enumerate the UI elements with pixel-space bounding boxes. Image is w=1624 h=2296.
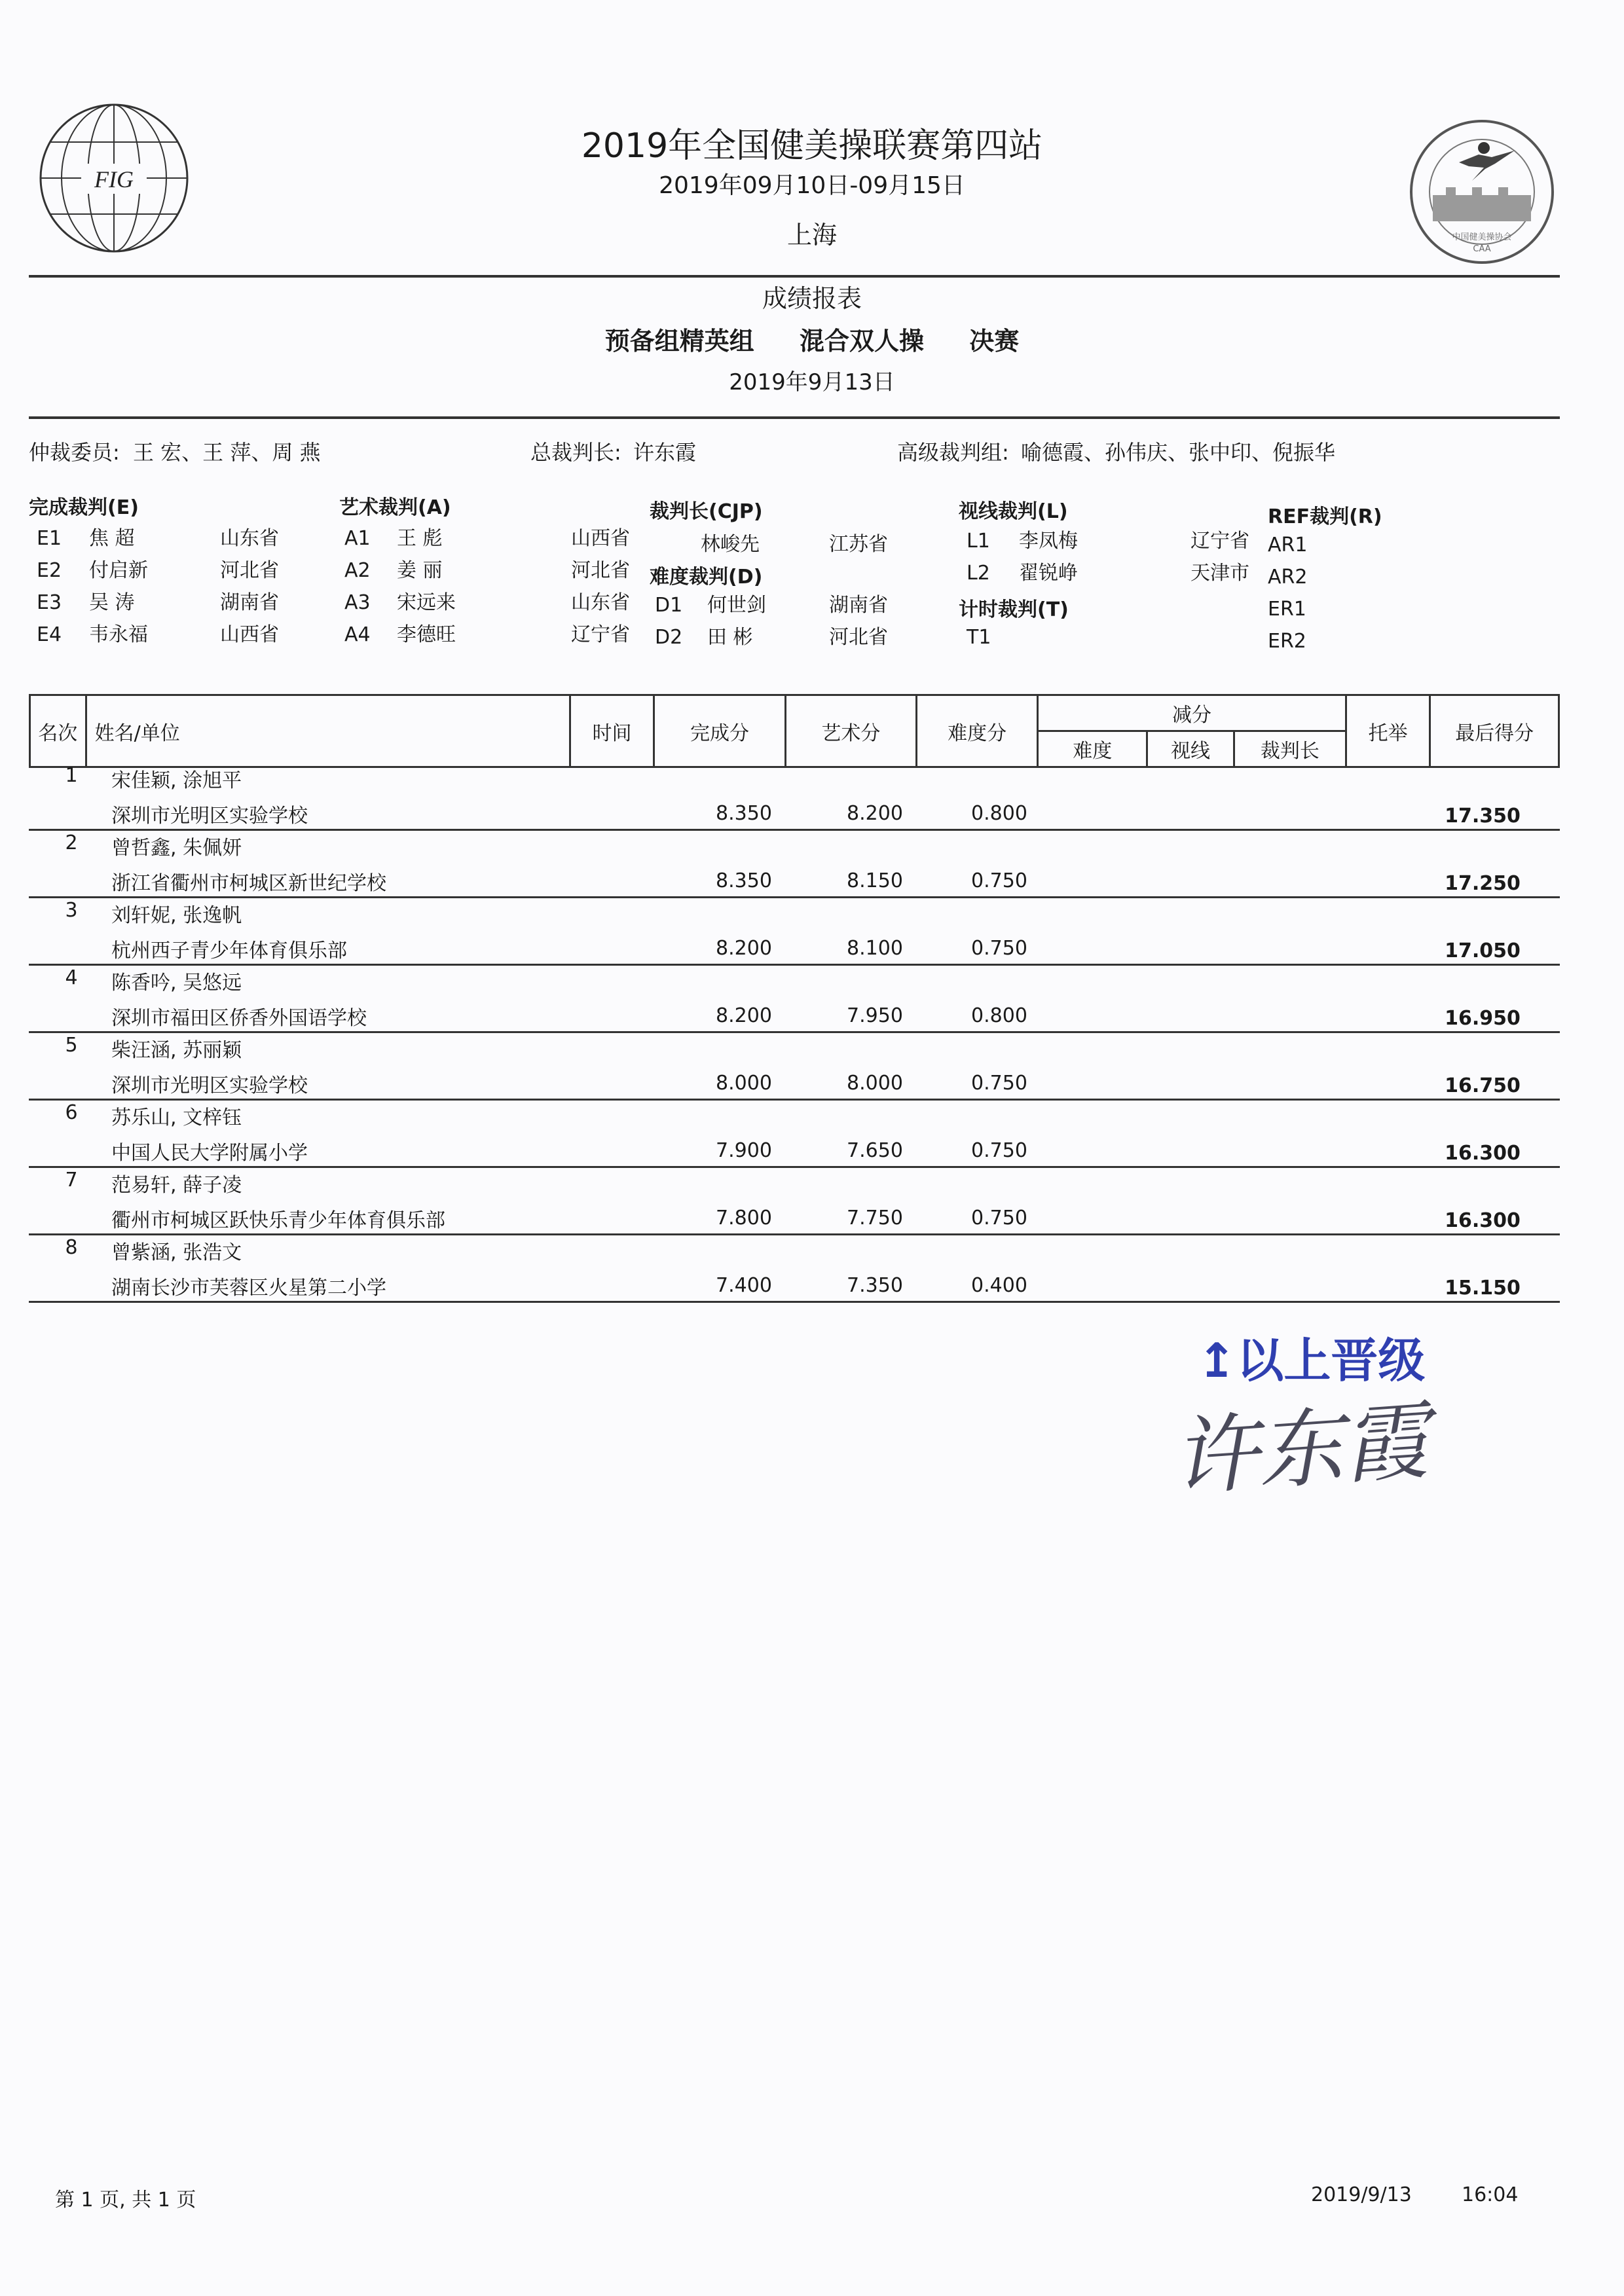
final-score: 17.350 bbox=[1445, 805, 1521, 828]
exec-score: 8.350 bbox=[716, 802, 772, 825]
col-ded-line: 视线 bbox=[1147, 731, 1234, 767]
final-score: 17.050 bbox=[1445, 939, 1521, 962]
ref-judges-title: REF裁判(R) bbox=[1268, 505, 1382, 528]
art-score: 7.350 bbox=[847, 1274, 903, 1297]
diff-score: 0.750 bbox=[971, 869, 1027, 892]
head-judge: 总裁判长: 许东霞 bbox=[530, 440, 696, 465]
athlete-names: 陈香吟, 吴悠远 bbox=[111, 972, 242, 994]
table-row bbox=[29, 964, 1560, 1033]
col-lift: 托举 bbox=[1346, 695, 1430, 767]
col-diff: 难度分 bbox=[917, 695, 1038, 767]
print-time: 16:04 bbox=[1462, 2183, 1519, 2206]
art-judges-title: 艺术裁判(A) bbox=[339, 496, 451, 519]
exec-judges: E1 焦 超 山东省 E2 付启新 河北省 E3 吴 涛 湖南省 E4 韦永福 山西省 bbox=[37, 527, 279, 646]
art-score: 8.100 bbox=[847, 937, 903, 960]
table-row bbox=[29, 1233, 1560, 1303]
art-judges: A1 王 彪 山西省 A2 姜 丽 河北省 A3 宋远来 山东省 A4 李德旺 辽宁省 bbox=[344, 527, 630, 646]
art-score: 8.000 bbox=[847, 1072, 903, 1095]
athlete-unit: 湖南长沙市芙蓉区火星第二小学 bbox=[111, 1277, 386, 1300]
diff-score: 0.400 bbox=[971, 1274, 1027, 1297]
event-type: 混合双人操 bbox=[799, 327, 924, 355]
cjp-judge: 林峻先 江苏省 bbox=[701, 533, 888, 556]
athlete-names: 苏乐山, 文梓钰 bbox=[111, 1106, 242, 1129]
promotion-stamp: ↥以上晋级 bbox=[1197, 1333, 1426, 1388]
athlete-unit: 深圳市光明区实验学校 bbox=[111, 1074, 308, 1097]
table-row bbox=[29, 829, 1560, 898]
cjp-title: 裁判长(CJP) bbox=[650, 500, 763, 523]
rank-cell: 4 bbox=[65, 966, 78, 989]
rank-cell: 8 bbox=[65, 1236, 78, 1259]
athlete-unit: 衢州市柯城区跃快乐青少年体育俱乐部 bbox=[111, 1209, 445, 1232]
athlete-unit: 中国人民大学附属小学 bbox=[111, 1142, 308, 1165]
athlete-names: 刘轩妮, 张逸帆 bbox=[111, 904, 242, 927]
event-title: 2019年全国健美操联赛第四站 bbox=[581, 126, 1043, 166]
diff-judges: D1 何世剑 湖南省 D2 田 彬 河北省 bbox=[655, 594, 888, 649]
header-divider bbox=[29, 275, 1560, 278]
col-name: 姓名/单位 bbox=[86, 695, 570, 767]
signature: 许东霞 bbox=[1169, 1391, 1431, 1508]
event-city: 上海 bbox=[786, 221, 837, 249]
rank-cell: 1 bbox=[65, 764, 78, 787]
svg-text:中国健美操协会: 中国健美操协会 bbox=[1452, 232, 1512, 242]
time-judge-title: 计时裁判(T) bbox=[959, 598, 1069, 621]
exec-score: 8.200 bbox=[716, 937, 772, 960]
print-date: 2019/9/13 bbox=[1311, 2183, 1412, 2206]
exec-score: 7.800 bbox=[716, 1207, 772, 1230]
table-row bbox=[29, 1099, 1560, 1168]
final-score: 17.250 bbox=[1445, 872, 1521, 895]
athlete-unit: 浙江省衢州市柯城区新世纪学校 bbox=[111, 872, 386, 895]
col-exec: 完成分 bbox=[654, 695, 785, 767]
rank-cell: 3 bbox=[65, 899, 78, 922]
rank-cell: 5 bbox=[65, 1034, 78, 1057]
table-row bbox=[29, 761, 1560, 831]
exec-judges-title: 完成裁判(E) bbox=[29, 496, 139, 519]
diff-score: 0.750 bbox=[971, 1207, 1027, 1230]
athlete-names: 宋佳颖, 涂旭平 bbox=[111, 769, 242, 792]
col-art: 艺术分 bbox=[785, 695, 916, 767]
exec-score: 7.400 bbox=[716, 1274, 772, 1297]
svg-text:FIG: FIG bbox=[94, 166, 134, 192]
athlete-unit: 深圳市光明区实验学校 bbox=[111, 805, 308, 828]
report-date: 2019年9月13日 bbox=[729, 369, 895, 395]
line-judges-title: 视线裁判(L) bbox=[959, 500, 1068, 523]
diff-score: 0.750 bbox=[971, 1072, 1027, 1095]
results-header bbox=[29, 694, 1560, 768]
senior-judges: 高级裁判组: 喻德霞、孙伟庆、张中印、倪振华 bbox=[897, 440, 1335, 465]
final-score: 16.750 bbox=[1445, 1074, 1521, 1097]
final-score: 15.150 bbox=[1445, 1277, 1521, 1300]
rank-cell: 7 bbox=[65, 1169, 78, 1192]
col-ded-diff: 难度 bbox=[1038, 731, 1147, 767]
final-score: 16.950 bbox=[1445, 1007, 1521, 1030]
diff-score: 0.800 bbox=[971, 802, 1027, 825]
athlete-names: 曾哲鑫, 朱佩妍 bbox=[111, 837, 242, 860]
table-row bbox=[29, 1166, 1560, 1235]
art-score: 8.200 bbox=[847, 802, 903, 825]
phase: 决赛 bbox=[969, 327, 1020, 355]
exec-score: 7.900 bbox=[716, 1139, 772, 1162]
diff-score: 0.750 bbox=[971, 937, 1027, 960]
exec-score: 8.350 bbox=[716, 869, 772, 892]
col-deduct: 减分 bbox=[1038, 695, 1346, 731]
svg-text:CAA: CAA bbox=[1473, 244, 1491, 254]
page-count: 第 1 页, 共 1 页 bbox=[55, 2189, 196, 2212]
art-score: 7.950 bbox=[847, 1004, 903, 1027]
table-row bbox=[29, 896, 1560, 966]
art-score: 7.650 bbox=[847, 1139, 903, 1162]
rank-cell: 2 bbox=[65, 831, 78, 854]
athlete-names: 柴汪涵, 苏丽颖 bbox=[111, 1039, 242, 1062]
athlete-names: 范易轩, 薛子凌 bbox=[111, 1174, 242, 1197]
line-judges: L1 李凤梅 辽宁省 L2 翟锐峥 天津市 bbox=[967, 530, 1249, 585]
col-final: 最后得分 bbox=[1430, 695, 1559, 767]
final-score: 16.300 bbox=[1445, 1209, 1521, 1232]
exec-score: 8.000 bbox=[716, 1072, 772, 1095]
exec-score: 8.200 bbox=[716, 1004, 772, 1027]
time-judge: T1 bbox=[967, 626, 991, 649]
up-arrow-icon: ↥ bbox=[1197, 1333, 1237, 1388]
athlete-unit: 深圳市福田区侨香外国语学校 bbox=[111, 1007, 367, 1030]
jury: 仲裁委员: 王 宏、王 萍、周 燕 bbox=[29, 440, 321, 465]
rank-cell: 6 bbox=[65, 1101, 78, 1124]
ref-judges: AR1 AR2 ER1 ER2 bbox=[1268, 534, 1308, 653]
art-score: 7.750 bbox=[847, 1207, 903, 1230]
event-dates: 2019年09月10日-09月15日 bbox=[659, 172, 965, 199]
final-score: 16.300 bbox=[1445, 1142, 1521, 1165]
table-row bbox=[29, 1031, 1560, 1101]
col-ded-cjp: 裁判长 bbox=[1234, 731, 1346, 767]
col-time: 时间 bbox=[570, 695, 654, 767]
diff-score: 0.750 bbox=[971, 1139, 1027, 1162]
section-divider bbox=[29, 416, 1560, 419]
athlete-names: 曾紫涵, 张浩文 bbox=[111, 1241, 242, 1264]
art-score: 8.150 bbox=[847, 869, 903, 892]
category: 预备组精英组 bbox=[604, 327, 754, 355]
diff-judges-title: 难度裁判(D) bbox=[650, 566, 763, 589]
category-line bbox=[0, 321, 1624, 357]
report-title: 成绩报表 bbox=[762, 284, 862, 313]
diff-score: 0.800 bbox=[971, 1004, 1027, 1027]
col-rank: 名次 bbox=[30, 695, 86, 767]
athlete-unit: 杭州西子青少年体育俱乐部 bbox=[111, 939, 347, 962]
